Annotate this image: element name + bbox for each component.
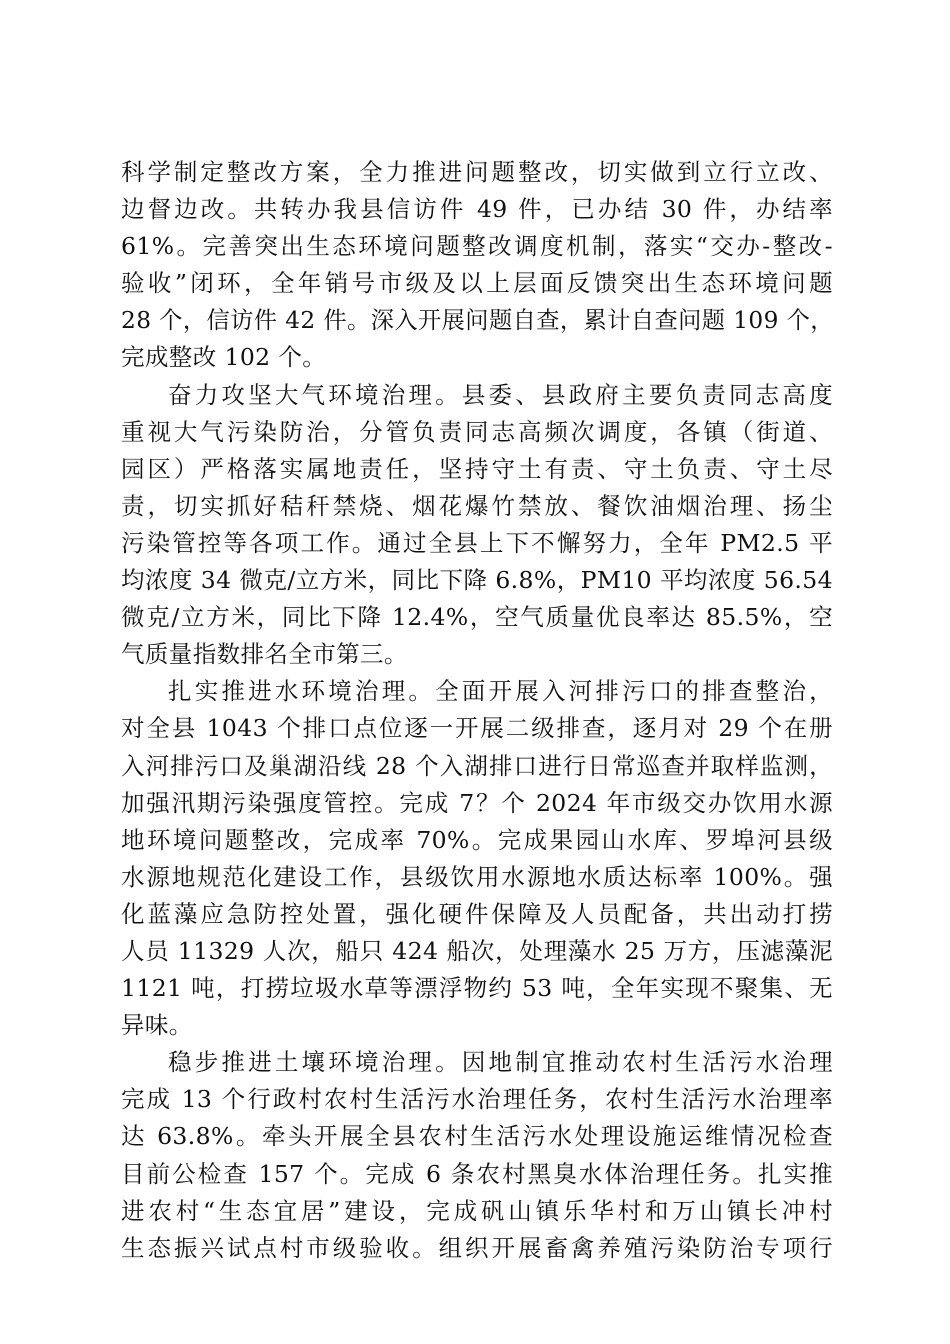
text-line: 边督边改。共转办我县信访件 49 件，已办结 30 件，办结率 — [121, 195, 833, 224]
text-line: 完成整改 102 个。 — [121, 343, 327, 372]
text-line: 扎实推进水环境治理。全面开展入河排污口的排查整治， — [168, 677, 833, 706]
text-line: 均浓度 34 微克/立方米，同比下降 6.8%，PM10 平均浓度 56.54 — [121, 566, 833, 595]
text-line: 61%。完善突出生态环境问题整改调度机制，落实“交办-整改- — [121, 232, 833, 261]
text-line: 责，切实抓好秸秆禁烧、烟花爆竹禁放、餐饮油烟治理、扬尘 — [121, 491, 833, 520]
text-line: 水源地规范化建设工作，县级饮用水源地水质达标率 100%。强 — [121, 862, 833, 891]
text-line: 验收”闭环，全年销号市级及以上层面反馈突出生态环境问题 — [121, 269, 833, 298]
paragraph-rectification — [121, 154, 833, 377]
text-line: 科学制定整改方案，全力推进问题整改，切实做到立行立改、 — [121, 158, 833, 186]
text-line: 奋力攻坚大气环境治理。县委、县政府主要负责同志高度 — [168, 380, 833, 409]
text-line: 对全县 1043 个排口点位逐一开展二级排查，逐月对 29 个在册 — [121, 714, 833, 743]
text-line: 完成 13 个行政村农村生活污水治理任务，农村生活污水治理率 — [121, 1085, 833, 1114]
text-line: 入河排污口及巢湖沿线 28 个入湖排口进行日常巡查并取样监测， — [121, 751, 833, 780]
text-line: 进农村“生态宜居”建设，完成矾山镇乐华村和万山镇长冲村 — [121, 1196, 833, 1225]
text-line: 稳步推进土壤环境治理。因地制宜推动农村生活污水治理 — [168, 1048, 833, 1077]
text-line: 园区）严格落实属地责任，坚持守土有责、守土负责、守土尽 — [121, 454, 833, 483]
text-line: 气质量指数排名全市第三。 — [121, 640, 408, 669]
text-line: 异味。 — [121, 1011, 193, 1040]
text-line: 微克/立方米，同比下降 12.4%，空气质量优良率达 85.5%，空 — [121, 603, 833, 632]
text-line: 目前公检查 157 个。完成 6 条农村黑臭水体治理任务。扎实推 — [121, 1159, 833, 1188]
paragraph-air-environment — [121, 377, 833, 674]
body-text — [121, 154, 833, 1267]
text-line: 生态振兴试点村市级验收。组织开展畜禽养殖污染防治专项行 — [121, 1233, 833, 1262]
text-line: 达 63.8%。牵头开展全县农村生活污水处理设施运维情况检查 — [121, 1122, 833, 1151]
text-line: 人员 11329 人次，船只 424 船次，处理藻水 25 万方，压滤藻泥 — [121, 936, 833, 965]
text-line: 污染管控等各项工作。通过全县上下不懈努力，全年 PM2.5 平 — [121, 528, 833, 557]
paragraph-water-environment — [121, 673, 833, 1044]
paragraph-soil-environment — [121, 1044, 833, 1267]
text-line: 地环境问题整改，完成率 70%。完成果园山水库、罗埠河县级 — [121, 825, 833, 854]
text-line: 1121 吨，打捞垃圾水草等漂浮物约 53 吨，全年实现不聚集、无 — [121, 974, 833, 1003]
text-line: 加强汛期污染强度管控。完成 7？个 2024 年市级交办饮用水源 — [121, 788, 833, 817]
text-line: 28 个，信访件 42 件。深入开展问题自查，累计自查问题 109 个， — [121, 307, 834, 335]
text-line: 重视大气污染防治，分管负责同志高频次调度，各镇（街道、 — [121, 417, 833, 446]
text-line: 化蓝藻应急防控处置，强化硬件保障及人员配备，共出动打捞 — [121, 899, 833, 928]
